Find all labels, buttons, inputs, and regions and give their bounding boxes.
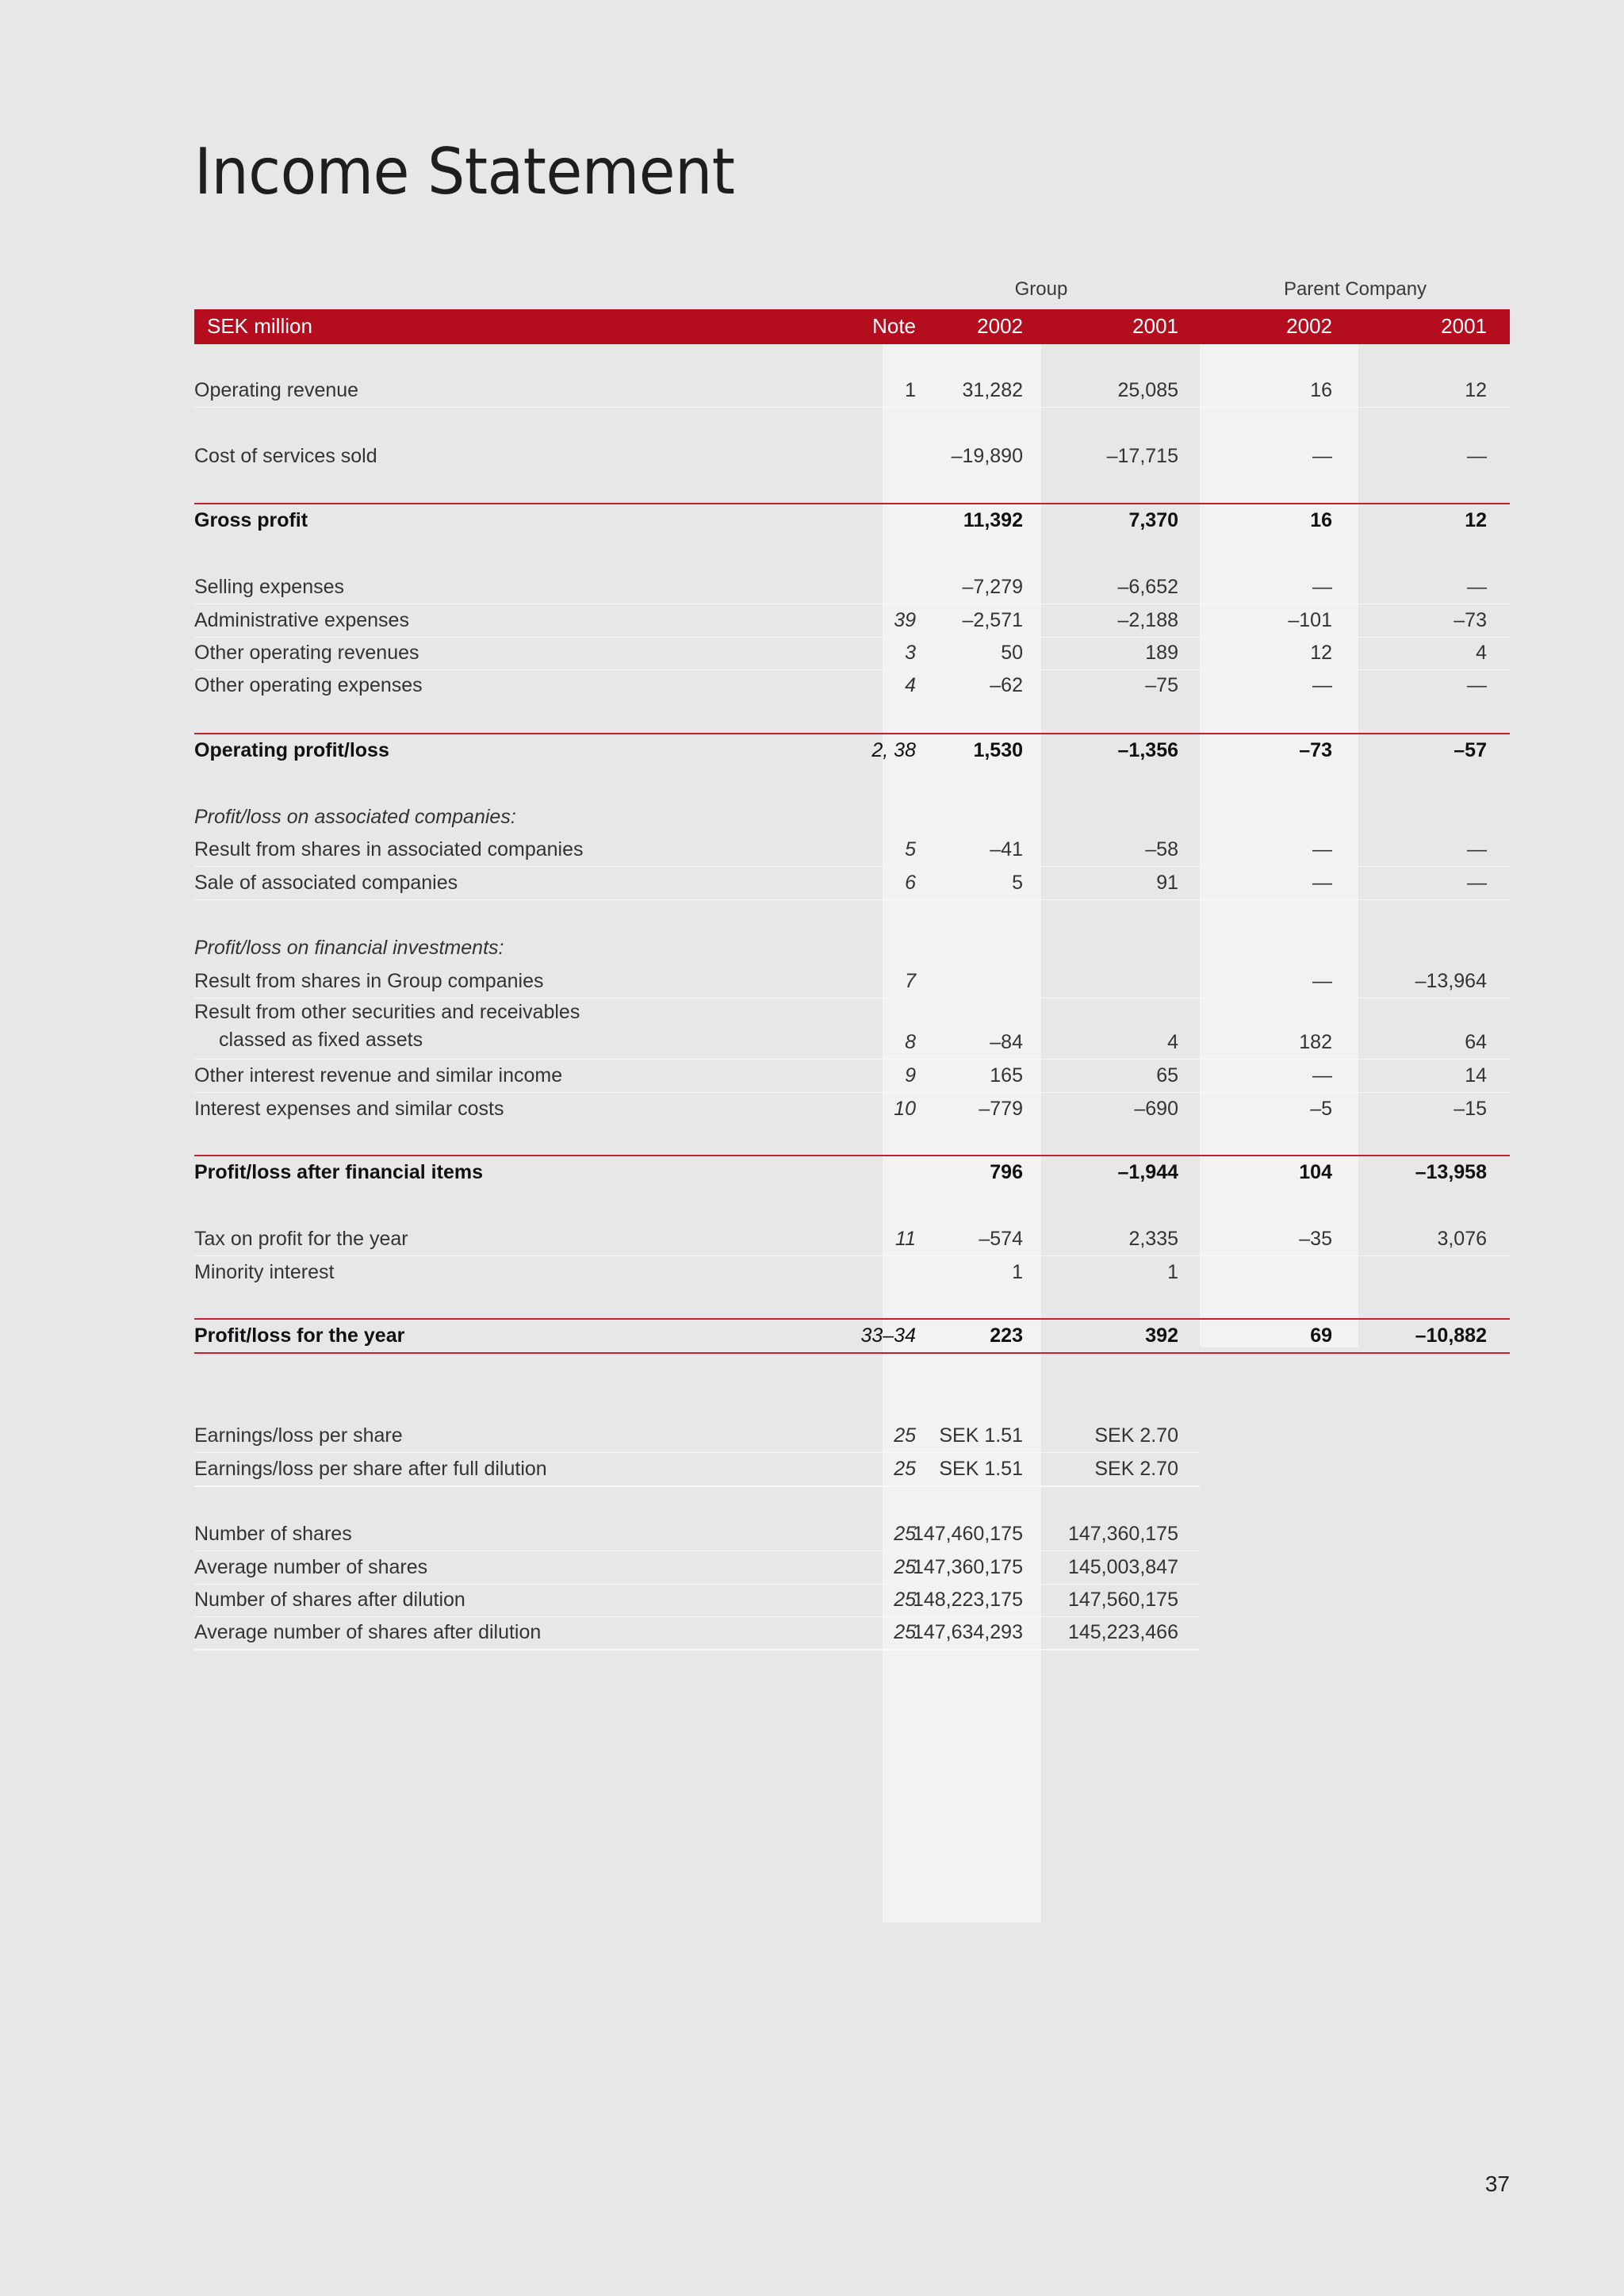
parent-2001-value: 12 <box>1465 379 1487 401</box>
group-2002-value: SEK 1.51 <box>939 1458 1023 1480</box>
row-label <box>194 999 580 1054</box>
group-2001-value: –2,188 <box>1117 609 1178 631</box>
table-row <box>194 1453 1200 1487</box>
table-row <box>194 604 1510 638</box>
parent-2002-value: — <box>1312 838 1332 861</box>
group-2001-value: 65 <box>1156 1064 1178 1087</box>
row-label: Profit/loss after financial items <box>194 1161 483 1183</box>
row-note: 6 <box>905 872 916 894</box>
table-row <box>194 1060 1510 1093</box>
table-row <box>194 1256 1510 1289</box>
table-row <box>194 834 1510 867</box>
row-note: 39 <box>894 609 916 631</box>
group-2002-value: –574 <box>979 1228 1023 1250</box>
table-row <box>194 867 1510 900</box>
group-2002-value: 165 <box>990 1064 1023 1087</box>
parent-2001-value: 3,076 <box>1437 1228 1487 1250</box>
table-row <box>194 1093 1510 1125</box>
table-row <box>194 1584 1200 1617</box>
row-label: Sale of associated companies <box>194 872 458 894</box>
row-note: 5 <box>905 838 916 861</box>
row-label: Result from shares in Group companies <box>194 970 544 992</box>
group-2001-value: 147,560,175 <box>1067 1589 1178 1611</box>
parent-2001-value: –10,882 <box>1415 1324 1487 1347</box>
group-2002-value: –779 <box>979 1098 1023 1120</box>
group-2001-value: –1,944 <box>1117 1161 1178 1183</box>
group-2002-value: –41 <box>990 838 1023 861</box>
row-note: 11 <box>895 1228 916 1250</box>
parent-2002-value: 69 <box>1310 1324 1332 1347</box>
parent-2001-value: 64 <box>1465 1031 1487 1053</box>
parent-2002-value: — <box>1312 1064 1332 1087</box>
group-2002-value: –62 <box>990 674 1023 696</box>
group-2001-value: 145,223,466 <box>1067 1621 1178 1643</box>
parent-2001-value: –13,964 <box>1415 970 1487 992</box>
row-label: Cost of services sold <box>194 445 377 467</box>
group-column-heading: Group <box>1014 278 1068 300</box>
group-2002-value: –84 <box>990 1031 1023 1053</box>
row-note: 25 <box>894 1621 916 1643</box>
page-number: 37 <box>1484 2171 1510 2196</box>
table-row <box>194 1420 1200 1453</box>
row-label: Administrative expenses <box>194 609 409 631</box>
table-row-subtotal <box>194 1155 1510 1189</box>
group-2002-value: 11,392 <box>963 509 1023 531</box>
row-label: Operating profit/loss <box>194 739 389 761</box>
table-row <box>194 999 1510 1060</box>
row-note: 25 <box>894 1458 916 1480</box>
group-2002-value: –2,571 <box>962 609 1023 631</box>
parent-2001-value: 12 <box>1465 509 1487 531</box>
table-row <box>194 571 1510 604</box>
parent-2002-value: — <box>1312 872 1332 894</box>
row-note: 25 <box>894 1424 916 1447</box>
row-label: Average number of shares <box>194 1556 428 1578</box>
group-2001-value: 147,360,175 <box>1067 1523 1178 1545</box>
group-2002-value: 796 <box>990 1161 1023 1183</box>
row-label-line2: classed as fixed assets <box>219 1029 423 1051</box>
row-note: 10 <box>894 1098 916 1120</box>
group-2001-value: 91 <box>1156 872 1178 894</box>
parent-2001-value: –73 <box>1454 609 1487 631</box>
group-2002-value: 5 <box>1012 872 1023 894</box>
group-2002-value: 147,360,175 <box>912 1556 1023 1578</box>
group-2001-value: –1,356 <box>1117 739 1178 761</box>
group-2001-value: –75 <box>1145 674 1178 696</box>
group-2002-value: –7,279 <box>962 576 1023 598</box>
table-row-subtotal <box>194 503 1510 537</box>
parent-2002-value: –101 <box>1288 609 1332 631</box>
group-2002-value: –19,890 <box>951 445 1023 467</box>
row-note: 3 <box>905 642 916 664</box>
group-2001-value: –58 <box>1145 838 1178 861</box>
row-label: Operating revenue <box>194 379 359 401</box>
parent-2001-value: — <box>1467 674 1487 696</box>
group-2002-value: 1 <box>1012 1261 1023 1283</box>
group-2001-value: 1 <box>1167 1261 1178 1283</box>
group-2002-value: 1,530 <box>973 739 1023 761</box>
parent-2001-value: — <box>1467 872 1487 894</box>
parent-2002-value: — <box>1312 576 1332 598</box>
row-label: Profit/loss on associated companies: <box>194 806 516 828</box>
row-note: 25 <box>894 1556 916 1578</box>
row-note: 9 <box>905 1064 916 1087</box>
parent-2001-value: — <box>1467 445 1487 467</box>
group-2002-value: 223 <box>990 1324 1023 1347</box>
row-label: Average number of shares after dilution <box>194 1621 542 1643</box>
group-2001-value: 2,335 <box>1128 1228 1178 1250</box>
row-note: 1 <box>905 379 916 401</box>
row-label: Gross profit <box>194 509 308 531</box>
row-label: Selling expenses <box>194 576 345 598</box>
row-label: Earnings/loss per share after full dilution <box>194 1458 547 1480</box>
row-note: 33–34 <box>860 1324 916 1347</box>
section-heading <box>194 932 1510 964</box>
table-row <box>194 374 1510 408</box>
parent-2001-value: –57 <box>1454 739 1487 761</box>
group-2001-value: SEK 2.70 <box>1094 1424 1178 1447</box>
row-label: Profit/loss on financial investments: <box>194 937 504 959</box>
row-label: Result from shares in associated companies <box>194 838 584 861</box>
table-header <box>194 309 1510 344</box>
parent-2002-value: 104 <box>1299 1161 1332 1183</box>
row-note: 25 <box>894 1589 916 1611</box>
parent-2002-value: –35 <box>1299 1228 1332 1250</box>
row-label: Number of shares <box>194 1523 352 1545</box>
row-note: 2, 38 <box>871 739 916 761</box>
group-2002-value: 50 <box>1001 642 1023 664</box>
group-2001-value: –17,715 <box>1106 445 1178 467</box>
group-2002-value: 148,223,175 <box>912 1589 1023 1611</box>
row-note: 8 <box>905 1031 916 1053</box>
parent-2002-value: — <box>1312 445 1332 467</box>
header-parent-2002: 2002 <box>1286 314 1332 338</box>
parent-2002-value: 12 <box>1310 642 1332 664</box>
row-label: Earnings/loss per share <box>194 1424 403 1447</box>
row-label: Other operating expenses <box>194 674 423 696</box>
group-2001-value: 189 <box>1145 642 1178 664</box>
section-heading <box>194 801 1510 834</box>
parent-2002-value: –5 <box>1310 1098 1332 1120</box>
row-note: 25 <box>894 1523 916 1545</box>
row-label: Other operating revenues <box>194 642 419 664</box>
row-label: Number of shares after dilution <box>194 1589 465 1611</box>
group-2001-value: SEK 2.70 <box>1094 1458 1178 1480</box>
header-group-2002: 2002 <box>977 314 1023 338</box>
row-label: Tax on profit for the year <box>194 1228 408 1250</box>
table-row <box>194 1223 1510 1256</box>
group-2002-value: 147,634,293 <box>912 1621 1023 1643</box>
parent-2001-value: 14 <box>1465 1064 1487 1087</box>
group-2001-value: 145,003,847 <box>1067 1556 1178 1578</box>
parent-2002-value: 182 <box>1299 1031 1332 1053</box>
header-label: SEK million <box>207 314 312 338</box>
group-2001-value: 25,085 <box>1117 379 1178 401</box>
row-note: 7 <box>905 970 916 992</box>
row-label: Other interest revenue and similar income <box>194 1064 563 1087</box>
parent-2001-value: — <box>1467 576 1487 598</box>
group-2001-value: 4 <box>1167 1031 1178 1053</box>
group-2002-value: 31,282 <box>962 379 1023 401</box>
table-row <box>194 1616 1200 1650</box>
parent-company-column-heading: Parent Company <box>1283 278 1427 300</box>
parent-2002-value: — <box>1312 970 1332 992</box>
group-2002-value: SEK 1.51 <box>939 1424 1023 1447</box>
parent-2002-value: 16 <box>1310 509 1332 531</box>
group-2001-value: 392 <box>1145 1324 1178 1347</box>
parent-2002-value: — <box>1312 674 1332 696</box>
group-2002-value: 147,460,175 <box>912 1523 1023 1545</box>
group-2001-value: 7,370 <box>1128 509 1178 531</box>
row-label-line1: Result from other securities and receivables <box>194 1001 580 1023</box>
table-row <box>194 637 1510 670</box>
parent-2002-value: –73 <box>1299 739 1332 761</box>
parent-2001-value: 4 <box>1476 642 1487 664</box>
table-row <box>194 1518 1200 1551</box>
parent-2002-value: 16 <box>1310 379 1332 401</box>
row-label: Minority interest <box>194 1261 335 1283</box>
group-2001-value: –690 <box>1134 1098 1178 1120</box>
group-2001-value: –6,652 <box>1117 576 1178 598</box>
parent-2001-value: — <box>1467 838 1487 861</box>
header-note: Note <box>872 314 916 338</box>
table-row-total <box>194 1318 1510 1354</box>
parent-2001-value: –15 <box>1454 1098 1487 1120</box>
row-label: Profit/loss for the year <box>194 1324 405 1347</box>
row-label: Interest expenses and similar costs <box>194 1098 504 1120</box>
table-row-subtotal <box>194 733 1510 767</box>
table-row <box>194 965 1510 999</box>
header-parent-2001: 2001 <box>1441 314 1487 338</box>
header-group-2001: 2001 <box>1132 314 1178 338</box>
row-note: 4 <box>905 674 916 696</box>
table-row <box>194 440 1510 473</box>
table-row <box>194 1551 1200 1585</box>
parent-2001-value: –13,958 <box>1415 1161 1487 1183</box>
page-title: Income Statement <box>194 135 735 209</box>
table-row <box>194 669 1510 702</box>
